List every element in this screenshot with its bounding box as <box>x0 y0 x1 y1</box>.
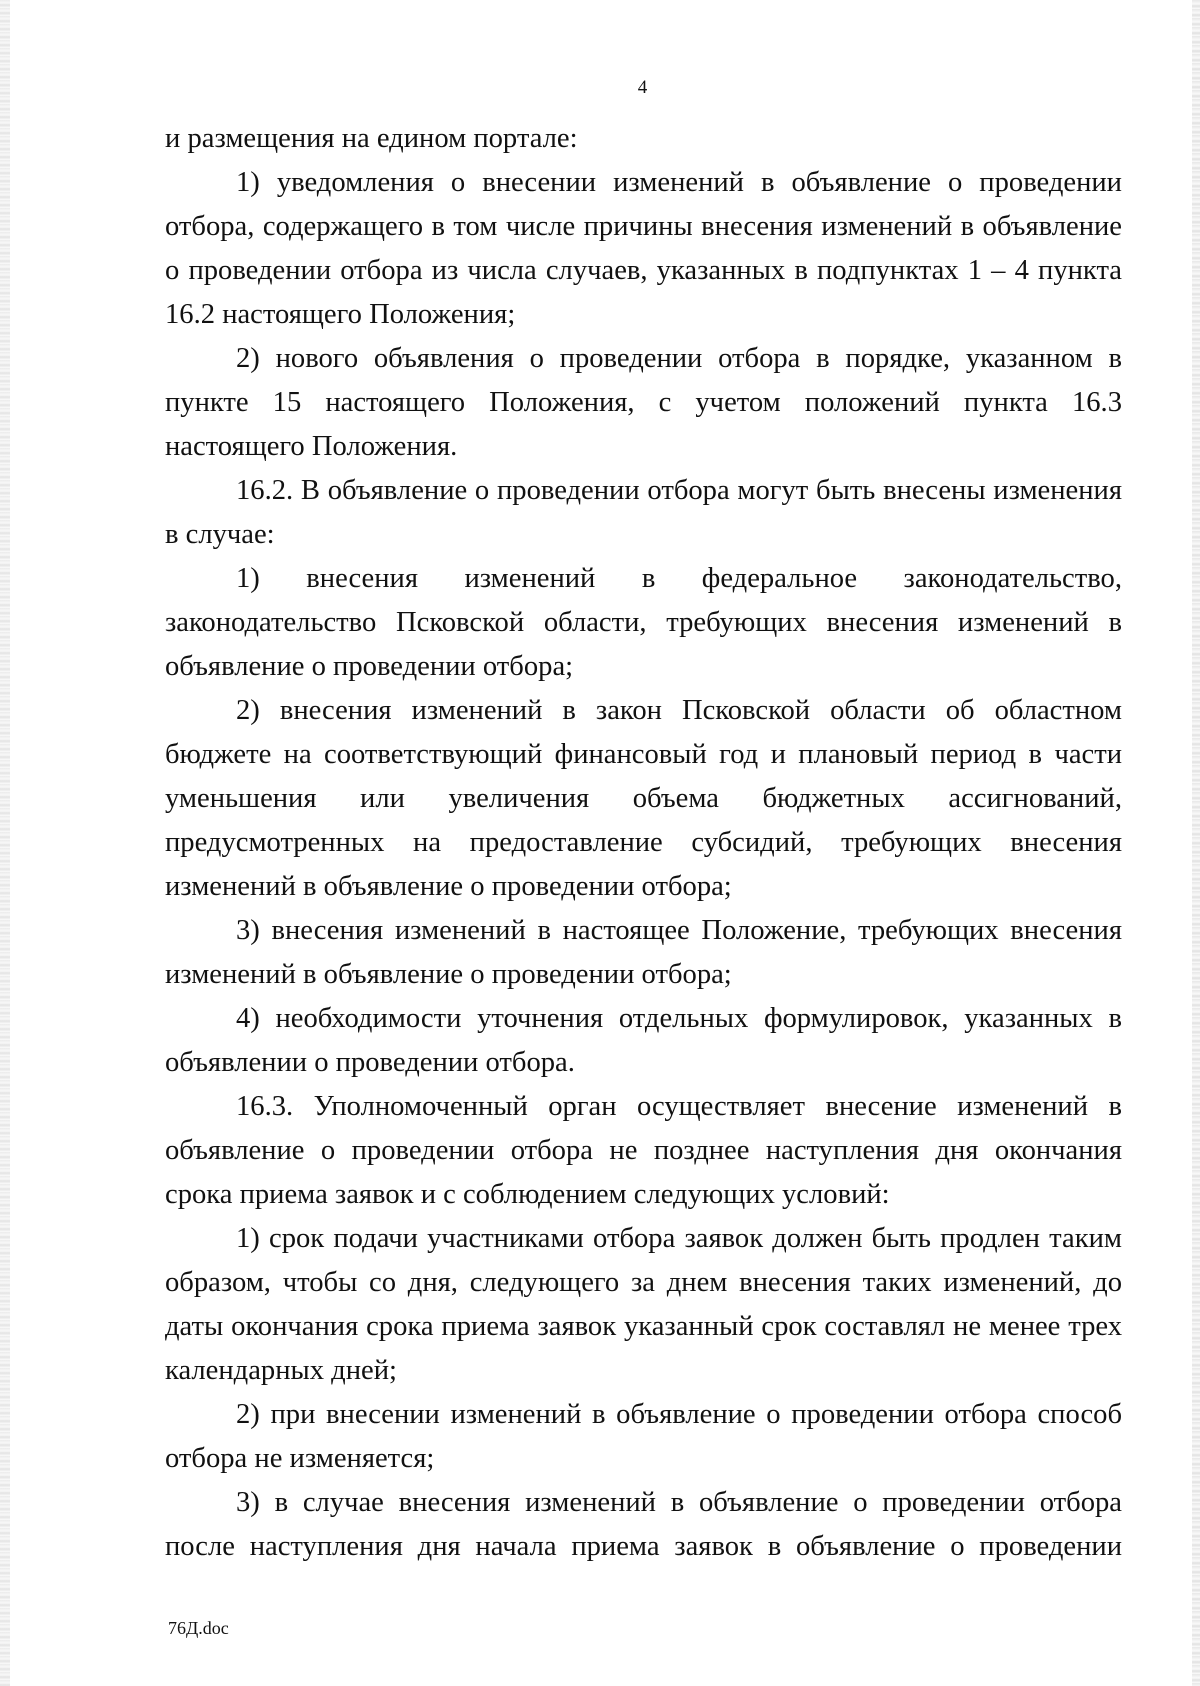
paragraph: 1) срок подачи участниками отбора заявок должен быть продлен таким образом, чтобы со дня, следующего за днем внесения таких изменений, до даты окончания срока приема заявок указанный срок составлял не менее трех календарных дней; <box>165 1223 1122 1386</box>
paragraph: и размещения на едином портале: <box>165 123 578 154</box>
page-number: 4 <box>637 77 648 98</box>
paragraph: 4) необходимости уточнения отдельных формулировок, указанных в объявлении о проведении отбора. <box>165 1003 1122 1078</box>
paragraph: 2) при внесении изменений в объявление о проведении отбора способ отбора не изменяется; <box>165 1399 1122 1474</box>
paragraph: 3) внесения изменений в настоящее Положение, требующих внесения изменений в объявление о проведении отбора; <box>165 915 1122 990</box>
paragraph: 1) уведомления о внесении изменений в объявление о проведении отбора, содержащего в том числе причины внесения изменений в объявление о проведении отбора из числа случаев, указанных в подпунктах 1 – 4 пункта 16.2 настоящего Положения; <box>165 167 1122 330</box>
paragraph: 2) нового объявления о проведении отбора в порядке, указанном в пункте 15 настоящего Положения, с учетом положений пункта 16.3 настоящего Положения. <box>165 343 1122 462</box>
document-body <box>165 117 1122 1569</box>
paragraph-last: 3) в случае внесения изменений в объявление о проведении отбора после наступления дня начала приема заявок в объявление о проведении <box>165 1487 1122 1562</box>
paragraph: 16.2. В объявление о проведении отбора могут быть внесены изменения в случае: <box>165 475 1122 550</box>
scan-edge-left <box>0 0 10 1686</box>
paragraph: 2) внесения изменений в закон Псковской области об областном бюджете на соответствующий финансовый год и плановый период в части уменьшения или увеличения объема бюджетных ассигнований, предусмотренных на предоставление субсидий, требующих внесения изменений в объявление о проведении отбора; <box>165 695 1122 902</box>
footer-filename: 76Д.doc <box>168 1618 229 1638</box>
scan-edge-right <box>1192 0 1200 1686</box>
paragraph: 1) внесения изменений в федеральное законодательство, законодательство Псковской области, требующих внесения изменений в объявление о проведении отбора; <box>165 563 1122 682</box>
paragraph: 16.3. Уполномоченный орган осуществляет внесение изменений в объявление о проведении отбора не позднее наступления дня окончания срока приема заявок и с соблюдением следующих условий: <box>165 1091 1122 1210</box>
